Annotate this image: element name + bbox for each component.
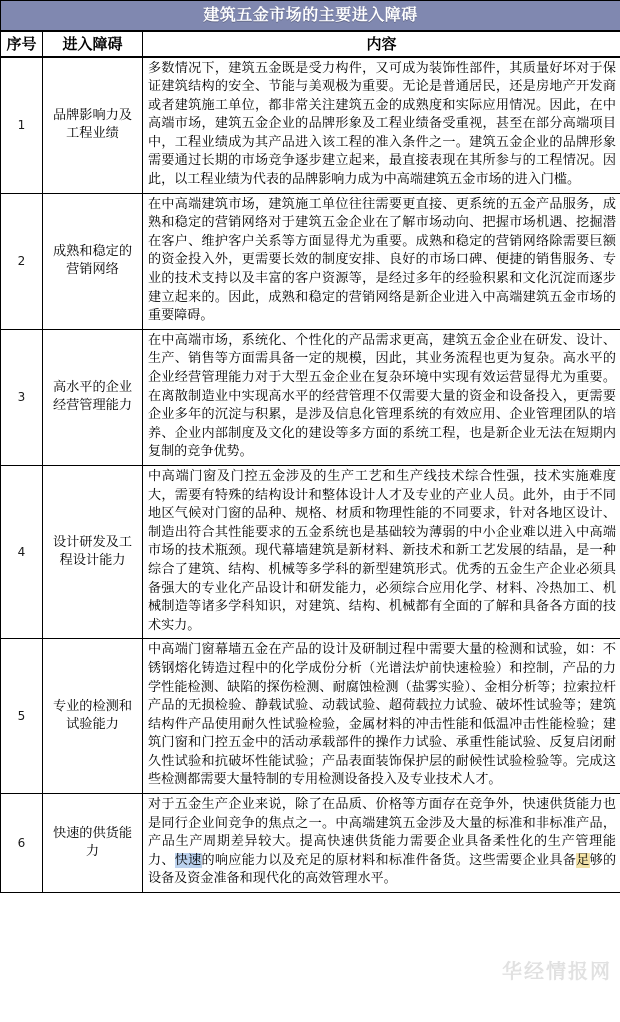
table-body (1, 1, 620, 893)
page-title: 建筑五金市场的主要进入障碍 (203, 5, 418, 25)
row-number: 6 (1, 794, 43, 893)
column-header-content: 内容 (143, 31, 620, 57)
row-content: 在中高端建筑市场，建筑施工单位往往需要更直接、更系统的五金产品服务，成熟和稳定的营销网络对于建筑五金企业在了解市场动向、把握市场机遇、挖掘潜在客户、维护客户关系等方面显得尤为重要。成熟和稳定的营销网络除需要巨额的资金投入外，更需要长效的制度安排、良好的市场口碑、便捷的销售服务、专业的技术支持以及丰富的客户资源等，是经过多年的经验积累和文化沉淀而逐步建立起来的。因此，成熟和稳定的营销网络是新企业进入中高端建筑五金市场的重要障碍。 (143, 193, 620, 329)
table-header-row (1, 31, 620, 57)
row-number: 5 (1, 639, 43, 794)
watermark-text: 华经情报网 (502, 959, 612, 983)
content-text-run: 够的设备及资金准备和现代化的高效管理水平。 (148, 852, 617, 887)
table-row (1, 794, 620, 893)
table-row (1, 329, 620, 465)
table-row (1, 465, 620, 638)
content-text-run: 对于五金生产企业来说，除了在品质、价格等方面存在竞争外，快速供货能力也是同行企业间竞争的焦点之一。中高端建筑五金涉及大量的标准和非标准产品，产品生产周期差异较大。提高快速供货能力需要企业具备柔性化的生产管理能力、 (148, 797, 617, 868)
row-barrier-name: 高水平的企业经营管理能力 (43, 329, 143, 465)
row-barrier-name: 快速的供货能力 (43, 794, 143, 893)
row-number: 4 (1, 465, 43, 638)
row-barrier-name: 设计研发及工程设计能力 (43, 465, 143, 638)
row-number: 2 (1, 193, 43, 329)
row-content: 中高端门窗幕墙五金在产品的设计及研制过程中需要大量的检测和试验，如：不锈钢熔化铸造过程中的化学成份分析（光谱法炉前快速检验）和控制，产品的力学性能检测、缺陷的探伤检测、耐腐蚀检测（盐雾实验）、金相分析等；拉索拉杆产品的无损检验、静载试验、动载试验、超荷载拉力试验、破坏性试验等；建筑结构件产品使用耐久性试验检验，金属材料的冲击性能和低温冲击性能检验；建筑门窗和门控五金中的活动承载部件的操作力试验、承重性能试验、反复启闭耐久性试验和抗破坏性能试验；产品表面装饰保护层的耐候性试验检验等。完成这些检测都需要大量特制的专用检测设备投入及专业技术人才。 (143, 639, 620, 794)
table-title-cell (1, 1, 620, 31)
table-row (1, 57, 620, 194)
row-number: 1 (1, 57, 43, 194)
table-title-row (1, 1, 620, 31)
column-header-num: 序号 (1, 31, 43, 57)
row-barrier-name: 专业的检测和试验能力 (43, 639, 143, 794)
row-content: 多数情况下，建筑五金既是受力构件，又可成为装饰性部件，其质量好坏对于保证建筑结构的安全、节能与美观极为重要。无论是普通居民，还是房地产开发商或者建筑施工单位，都非常关注建筑五金的成熟度和实际应用情况。因此，在中高端市场，建筑五金企业的品牌形象及工程业绩备受重视，甚至在部分高端项目中，工程业绩成为其产品进入该工程的准入条件之一。建筑五金企业的品牌形象需要通过长期的市场竞争逐步建立起来，最直接表现在其所参与的工程情况。因此，以工程业绩为代表的品牌影响力成为中高端建筑五金市场的进入门槛。 (143, 57, 620, 194)
highlighted-text-blue: 快速 (174, 852, 202, 868)
table-row (1, 639, 620, 794)
content-text-run: 的响应能力以及充足的原材料和标准件备货。这些需要企业具备 (201, 852, 577, 868)
highlighted-text-yellow: 足 (576, 852, 590, 868)
row-number: 3 (1, 329, 43, 465)
column-header-barrier: 进入障碍 (43, 31, 143, 57)
row-barrier-name: 成熟和稳定的营销网络 (43, 193, 143, 329)
table-row (1, 193, 620, 329)
row-barrier-name: 品牌影响力及工程业绩 (43, 57, 143, 194)
row-content: 中高端门窗及门控五金涉及的生产工艺和生产线技术综合性强，技术实施难度大，需要有特殊的结构设计和整体设计人才及专业的产业人员。此外，由于不同地区气候对门窗的品种、规格、材质和物理性能的不同要求，针对各地区设计、制造出符合其性能要求的五金系统也是基础较为薄弱的中小企业难以进入中高端市场的技术瓶颈。现代幕墙建筑是新材料、新技术和新工艺发展的结晶，是一种综合了建筑、结构、机械等多学科的新型建筑形式。优秀的五金生产企业必须具备强大的专业化产品设计和研发能力，必须综合应用化学、材料、冷热加工、机械制造等诸多学科知识，对建筑、结构、机械都有全面的了解和具备各方面的技术实力。 (143, 465, 620, 638)
row-content (143, 794, 620, 893)
row-content: 在中高端市场，系统化、个性化的产品需求更高，建筑五金企业在研发、设计、生产、销售等方面需具备一定的规模，因此，其业务流程也更为复杂。高水平的企业经营管理能力对于大型五金企业在复杂环境中实现有效运营显得尤为重要。在离散制造业中实现高水平的经营管理不仅需要大量的资金和设备投入，更需要企业多年的沉淀与积累，是涉及信息化管理系统的有效应用、企业管理团队的培养、企业内部制度及文化的建设等多方面的系统工程，也是新企业无法在短期内复制的竞争优势。 (143, 329, 620, 465)
